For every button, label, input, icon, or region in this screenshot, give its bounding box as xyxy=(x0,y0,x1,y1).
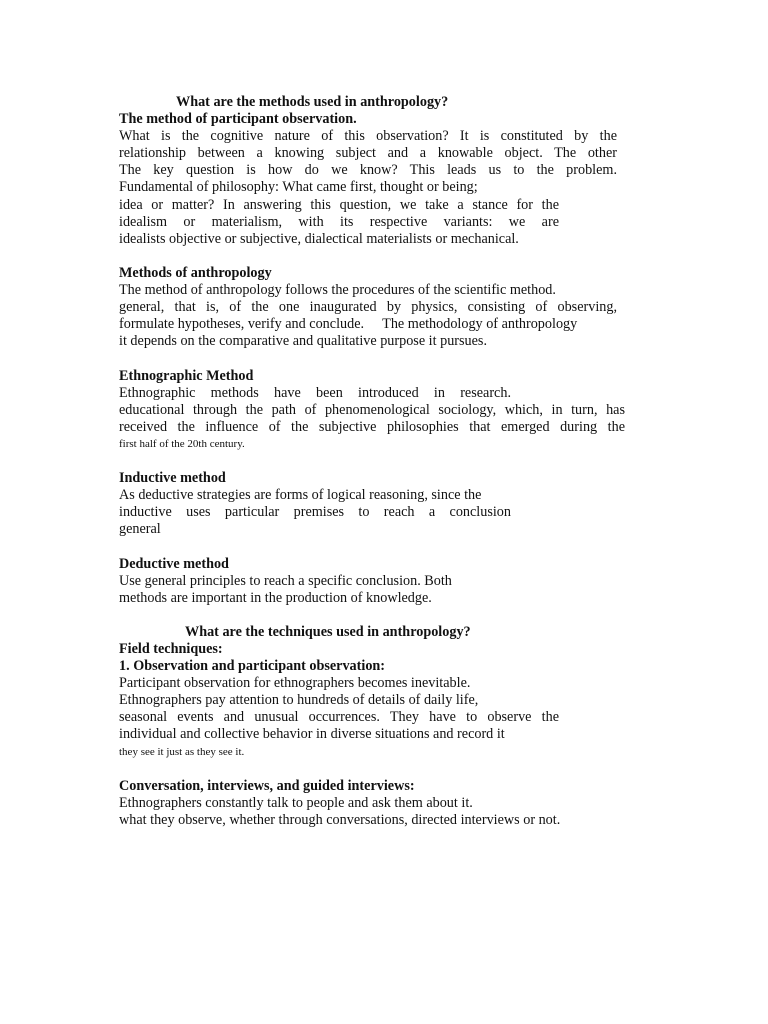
paragraph-line: Use general principles to reach a specific conclusion. Both xyxy=(119,572,452,589)
paragraph-line: what they observe, whether through conversations, directed interviews or not. xyxy=(119,811,561,828)
paragraph-line: first half of the 20th century. xyxy=(119,437,245,450)
section-heading-methods: Methods of anthropology xyxy=(119,264,272,281)
paragraph-line: Ethnographers constantly talk to people and ask them about it. xyxy=(119,794,473,811)
paragraph-line: Ethnographers pay attention to hundreds of details of daily life, xyxy=(119,692,479,709)
paragraph-line: The method of anthropology follows the procedures of the scientific method. xyxy=(119,282,556,299)
spacer xyxy=(119,350,629,367)
spacer xyxy=(119,761,629,778)
paragraph-line: it depends on the comparative and qualitative purpose it pursues. xyxy=(119,333,487,350)
paragraph-line: The key question is how do we know? This leads us to the problem. xyxy=(119,162,617,179)
paragraph-line: Ethnographic methods have been introduced in research. xyxy=(119,384,511,401)
section-heading-observation: 1. Observation and participant observation: xyxy=(119,658,386,675)
spacer xyxy=(119,538,629,555)
page-subtitle: What are the techniques used in anthropology? xyxy=(185,623,471,640)
section-heading-conversation: Conversation, interviews, and guided interviews: xyxy=(119,777,415,794)
paragraph-line: idea or matter? In answering this question, we take a stance for the xyxy=(119,196,559,213)
spacer xyxy=(119,607,629,624)
paragraph-line: they see it just as they see it. xyxy=(119,745,245,758)
paragraph-line: received the influence of the subjective philosophies that emerged during the xyxy=(119,418,625,435)
paragraph-line: general xyxy=(119,521,161,538)
paragraph-line: methods are important in the production of knowledge. xyxy=(119,589,432,606)
paragraph-line: Fundamental of philosophy: What came first, thought or being; xyxy=(119,179,478,196)
spacer xyxy=(119,453,629,470)
paragraph-line: inductive uses particular premises to reach a conclusion xyxy=(119,504,511,521)
paragraph-line: idealists objective or subjective, dialectical materialists or mechanical. xyxy=(119,230,519,247)
page-title: What are the methods used in anthropology? xyxy=(176,94,449,110)
paragraph-line: As deductive strategies are forms of logical reasoning, since the xyxy=(119,487,482,504)
section-heading-participant-observation: The method of participant observation. xyxy=(119,111,357,128)
section-heading-ethnographic: Ethnographic Method xyxy=(119,367,254,384)
paragraph-line: idealism or materialism, with its respective variants: we are xyxy=(119,213,559,230)
section-heading-deductive: Deductive method xyxy=(119,555,229,572)
paragraph-line: Participant observation for ethnographers becomes inevitable. xyxy=(119,675,471,692)
section-heading-inductive: Inductive method xyxy=(119,470,226,487)
paragraph-line: individual and collective behavior in diverse situations and record it xyxy=(119,726,505,743)
paragraph-line: relationship between a knowing subject and a knowable object. The other xyxy=(119,145,617,162)
paragraph-line: What is the cognitive nature of this observation? It is constituted by the xyxy=(119,128,617,145)
paragraph-line: formulate hypotheses, verify and conclude. The methodology of anthropology xyxy=(119,316,563,333)
field-techniques-heading: Field techniques: xyxy=(119,641,223,657)
document-body xyxy=(119,94,629,829)
paragraph-line: seasonal events and unusual occurrences. They have to observe the xyxy=(119,709,559,726)
spacer xyxy=(119,248,629,265)
paragraph-line: general, that is, of the one inaugurated by physics, consisting of observing, xyxy=(119,299,617,316)
paragraph-line: educational through the path of phenomenological sociology, which, in turn, has xyxy=(119,401,625,418)
